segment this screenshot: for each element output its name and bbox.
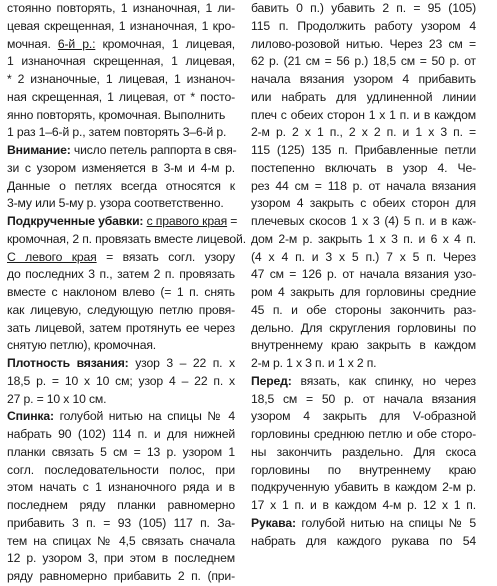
- text-line: [251, 36, 476, 54]
- text-segment: горловины среднюю петлю и обе сторо-: [251, 427, 476, 441]
- text-segment: 27 р. = 10 х 10 см.: [7, 391, 107, 406]
- text-line: [7, 373, 235, 391]
- text-segment: ряду равномерно прибавить 2 п. (при-: [7, 569, 235, 583]
- text-line: [7, 462, 235, 480]
- text-line: [7, 124, 235, 142]
- text-line: [251, 53, 476, 71]
- text-segment: 1 раз 1–6-й р., затем повторять 3–6-й р.: [7, 125, 227, 140]
- bold-heading: Рукава:: [251, 515, 296, 530]
- text-segment: прибавить 3 п. = 93 (105) 117 п. За-: [7, 515, 235, 530]
- text-line: [251, 249, 476, 267]
- text-segment: 115 (125) 135 п. Прибавленные петли: [251, 143, 476, 157]
- bold-heading: Плотность вязания:: [7, 356, 129, 370]
- text-line: [7, 533, 235, 551]
- text-segment: или набрать для удлиненной линии: [251, 89, 476, 104]
- underlined-term: с правого края: [146, 214, 228, 228]
- text-segment: 12 р. узором 3, при этом в последнем: [7, 551, 235, 566]
- text-line: [251, 124, 476, 142]
- text-segment: 2-м р. 2 х 1 п., 2 х 2 п. и 1 х 3 п. =: [251, 125, 476, 140]
- text-line: [7, 160, 235, 178]
- text-line: [251, 89, 476, 107]
- text-line: [7, 391, 235, 409]
- text-line: [7, 71, 235, 89]
- text-segment: до последних 3 п., затем 2 п. провязать: [7, 267, 235, 282]
- text-segment: 1 изнаночная скрещенная, 1 лицевая,: [7, 54, 235, 69]
- bold-heading: Перед:: [251, 373, 292, 388]
- text-segment: кромочная, 1 лицевая,: [95, 36, 236, 51]
- text-line: [7, 178, 235, 196]
- text-line: [251, 178, 476, 196]
- text-line: [7, 36, 235, 54]
- text-line: [7, 266, 235, 284]
- text-segment: этом начать с 1 изнаночного ряда и в: [7, 480, 235, 495]
- text-segment: узором 4 закрыть для V-образной: [251, 409, 476, 424]
- text-line: [251, 320, 476, 338]
- text-line: [251, 71, 476, 89]
- text-segment: голубой нитью на спицы № 4: [53, 409, 235, 424]
- text-segment: Данные о петлях всегда относятся к: [7, 178, 235, 193]
- text-line: [251, 373, 476, 391]
- text-segment: 18,5 см = 50 р. от начала вязания: [251, 391, 476, 406]
- text-line: [251, 408, 476, 426]
- text-segment: подкрученную убавить в каждом 2-м р.: [251, 480, 476, 495]
- underlined-term: С левого края: [7, 249, 97, 264]
- text-line: [7, 18, 235, 36]
- text-line: [251, 533, 476, 551]
- text-line: [7, 213, 238, 231]
- text-line: [251, 337, 476, 355]
- text-segment: согл. последовательности полос, при: [7, 462, 235, 477]
- text-segment: 45 п. и обе стороны закончить раз-: [251, 302, 476, 317]
- text-segment: плечевых скосов 1 х 3 (4) 5 п. и в каж-: [251, 214, 476, 228]
- text-line: [7, 302, 235, 320]
- text-line: [7, 231, 246, 249]
- text-segment: узор 3 – 22 п. х: [128, 356, 235, 370]
- text-segment: = вязать согл. узору: [96, 249, 235, 264]
- text-segment: ная скрещенная, 1 лицевая, от * посто-: [7, 89, 235, 104]
- text-segment: мочная.: [7, 36, 58, 51]
- text-segment: голубой нитью на спицы № 5: [295, 515, 476, 530]
- text-line: [251, 195, 476, 213]
- bold-heading: Спинка:: [7, 409, 54, 424]
- text-segment: 17 х 1 п. и в каждом 4-м р. 12 х 1 п.: [251, 498, 476, 512]
- text-segment: 115 п. Продолжить работу узором 4: [251, 18, 476, 33]
- text-segment: начала вязания узором 4 прибавить: [251, 72, 476, 86]
- bold-heading: Внимание:: [7, 143, 71, 157]
- text-segment: кромочная, 2 п. провязать вместе лицевой.: [7, 231, 246, 246]
- text-segment: янно повторять, кромочная. Выполнить: [7, 107, 226, 122]
- left-text-column: [7, 0, 246, 586]
- text-line: [251, 0, 476, 18]
- right-text-column: [251, 0, 476, 550]
- text-segment: =: [227, 214, 238, 228]
- text-segment: вместе с наклоном влево (= 1 п. снять: [7, 285, 235, 299]
- text-line: [251, 284, 476, 302]
- text-line: [7, 355, 235, 373]
- text-segment: горловины по внутреннему краю: [251, 462, 476, 477]
- text-segment: 47 см = 126 р. от начала вязания узо-: [251, 267, 476, 282]
- text-segment: планки связать 5 см = 13 р. узором 1: [7, 444, 235, 459]
- text-line: [7, 89, 235, 107]
- text-segment: узором 4 закрыть с обеих сторон для: [251, 196, 476, 211]
- text-line: [251, 515, 476, 533]
- text-segment: ны закончить раздельно. Для скоса: [251, 444, 476, 459]
- text-segment: дельно. Для скругления горловины по: [251, 320, 476, 335]
- text-line: [251, 107, 476, 125]
- text-line: [251, 302, 476, 320]
- text-line: [7, 408, 235, 426]
- text-segment: цевая скрещенная, 1 изнаночная, 1 кро-: [7, 18, 235, 33]
- text-line: [7, 550, 235, 568]
- text-line: [7, 497, 235, 515]
- text-segment: зать лицевой, затем протянуть ее через: [7, 320, 235, 335]
- text-segment: дом 2-м р. закрыть 1 х 3 п. и 6 х 4 п.: [251, 231, 476, 246]
- text-segment: снятую петлю), кромочная.: [7, 338, 157, 353]
- text-segment: как лицевую, следующую петлю провя-: [7, 302, 235, 317]
- text-segment: 2-м р. 1 х 3 п. и 1 х 2 п.: [251, 356, 377, 370]
- text-line: [7, 107, 235, 125]
- text-line: [251, 497, 476, 515]
- text-segment: набрать 90 (102) 114 п. и для нижней: [7, 427, 235, 441]
- text-segment: бавить 0 п.) убавить 2 п. = 95 (105): [251, 1, 476, 15]
- text-segment: зи с узором изменяется в 3-м и 4-м р.: [7, 160, 235, 175]
- underlined-term: 6-й р.:: [57, 36, 96, 51]
- text-segment: тем на спицах № 4,5 связать сначала: [7, 533, 235, 548]
- text-line: [7, 284, 235, 302]
- text-line: [7, 479, 235, 497]
- text-segment: стоянно повторять, 1 изнаночная, 1 ли-: [7, 1, 235, 15]
- text-line: [251, 160, 476, 178]
- text-line: [251, 479, 476, 497]
- text-segment: набрать для каждого рукава по 54: [251, 533, 476, 548]
- text-segment: число петель раппорта в свя-: [70, 143, 237, 157]
- text-line: [251, 231, 476, 249]
- text-line: [7, 426, 235, 444]
- text-line: [251, 142, 476, 160]
- text-line: [251, 462, 476, 480]
- text-line: [7, 249, 235, 267]
- text-line: [251, 355, 476, 373]
- text-segment: внутреннему краю закрыть в каждом: [251, 338, 476, 353]
- text-segment: лилово-розовой нитью. Через 23 см =: [251, 36, 476, 51]
- text-line: [251, 266, 476, 284]
- text-segment: (4 х 4 п. и 3 х 5 п.) 7 х 5 п. Через: [251, 249, 476, 264]
- text-line: [251, 391, 476, 409]
- text-segment: рез 44 см = 118 р. от начала вязания: [251, 178, 476, 193]
- text-segment: постепенно включать в узор 4. Че-: [251, 160, 476, 175]
- text-line: [7, 53, 235, 71]
- text-line: [7, 195, 235, 213]
- text-segment: вязать, как спинку, но через: [291, 373, 476, 388]
- text-line: [7, 320, 235, 338]
- text-line: [251, 18, 476, 36]
- text-line: [7, 444, 235, 462]
- text-line: [251, 426, 476, 444]
- bold-heading: Подкрученные убавки:: [7, 214, 144, 228]
- text-line: [7, 0, 235, 18]
- text-segment: последнем ряду планки равномерно: [7, 498, 235, 512]
- text-segment: ром 4 закрыть для горловины средние: [251, 285, 476, 299]
- text-segment: 62 р. (21 см = 56 р.) 18,5 см = 50 р. от: [251, 54, 476, 69]
- text-segment: 18,5 р. = 10 х 10 см; узор 4 – 22 п. х: [7, 373, 235, 388]
- text-line: [7, 142, 235, 160]
- text-line: [251, 444, 476, 462]
- text-line: [251, 213, 476, 231]
- text-segment: * 2 изнаночные, 1 лицевая, 1 изнаноч-: [7, 72, 235, 86]
- text-segment: плеч с обеих сторон 1 х 1 п. и в каждом: [251, 107, 476, 122]
- text-line: [7, 515, 235, 533]
- text-segment: 3-му или 5-му р. узора соответственно.: [7, 196, 224, 211]
- text-line: [7, 337, 235, 355]
- text-line: [7, 568, 235, 586]
